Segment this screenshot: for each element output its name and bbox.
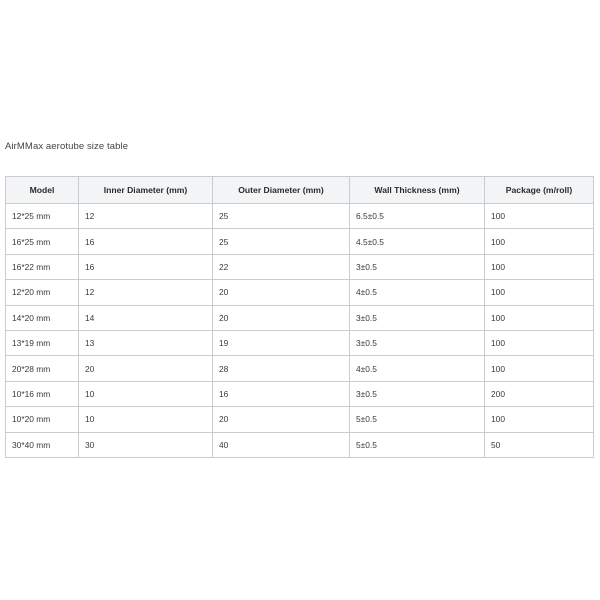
cell-package: 200: [485, 381, 594, 406]
cell-wall-thickness: 5±0.5: [350, 407, 485, 432]
table-row: [6, 204, 594, 229]
cell-inner-diameter: 16: [79, 229, 213, 254]
cell-model: 20*28 mm: [6, 356, 79, 381]
cell-inner-diameter: 14: [79, 305, 213, 330]
cell-model: 12*20 mm: [6, 280, 79, 305]
cell-wall-thickness: 4±0.5: [350, 280, 485, 305]
cell-wall-thickness: 4.5±0.5: [350, 229, 485, 254]
table-row: [6, 407, 594, 432]
table-row: [6, 432, 594, 457]
cell-model: 13*19 mm: [6, 330, 79, 355]
cell-package: 100: [485, 305, 594, 330]
table-row: [6, 356, 594, 381]
header-wall-thickness: Wall Thickness (mm): [350, 177, 485, 204]
cell-inner-diameter: 30: [79, 432, 213, 457]
cell-inner-diameter: 12: [79, 280, 213, 305]
cell-package: 100: [485, 254, 594, 279]
table-row: [6, 330, 594, 355]
size-table: [5, 176, 594, 458]
cell-outer-diameter: 25: [213, 229, 350, 254]
cell-package: 50: [485, 432, 594, 457]
cell-wall-thickness: 3±0.5: [350, 305, 485, 330]
cell-outer-diameter: 22: [213, 254, 350, 279]
cell-package: 100: [485, 280, 594, 305]
header-model: Model: [6, 177, 79, 204]
cell-outer-diameter: 25: [213, 204, 350, 229]
cell-inner-diameter: 10: [79, 407, 213, 432]
cell-model: 16*25 mm: [6, 229, 79, 254]
cell-wall-thickness: 3±0.5: [350, 254, 485, 279]
cell-wall-thickness: 4±0.5: [350, 356, 485, 381]
table-body: [6, 204, 594, 458]
cell-package: 100: [485, 330, 594, 355]
cell-model: 30*40 mm: [6, 432, 79, 457]
cell-model: 14*20 mm: [6, 305, 79, 330]
cell-inner-diameter: 12: [79, 204, 213, 229]
cell-outer-diameter: 40: [213, 432, 350, 457]
cell-inner-diameter: 20: [79, 356, 213, 381]
table-row: [6, 381, 594, 406]
cell-wall-thickness: 5±0.5: [350, 432, 485, 457]
cell-wall-thickness: 3±0.5: [350, 330, 485, 355]
cell-package: 100: [485, 407, 594, 432]
header-outer-diameter: Outer Diameter (mm): [213, 177, 350, 204]
table-row: [6, 229, 594, 254]
cell-inner-diameter: 13: [79, 330, 213, 355]
cell-wall-thickness: 3±0.5: [350, 381, 485, 406]
header-package: Package (m/roll): [485, 177, 594, 204]
cell-wall-thickness: 6.5±0.5: [350, 204, 485, 229]
cell-model: 10*20 mm: [6, 407, 79, 432]
table-header: [6, 177, 594, 204]
header-inner-diameter: Inner Diameter (mm): [79, 177, 213, 204]
cell-outer-diameter: 20: [213, 407, 350, 432]
cell-model: 16*22 mm: [6, 254, 79, 279]
cell-outer-diameter: 20: [213, 280, 350, 305]
cell-outer-diameter: 16: [213, 381, 350, 406]
cell-inner-diameter: 10: [79, 381, 213, 406]
cell-inner-diameter: 16: [79, 254, 213, 279]
cell-outer-diameter: 28: [213, 356, 350, 381]
table-caption: AirMMax aerotube size table: [5, 141, 129, 152]
cell-package: 100: [485, 356, 594, 381]
cell-model: 12*25 mm: [6, 204, 79, 229]
cell-outer-diameter: 19: [213, 330, 350, 355]
table-row: [6, 280, 594, 305]
cell-outer-diameter: 20: [213, 305, 350, 330]
header-row: [6, 177, 594, 204]
cell-model: 10*16 mm: [6, 381, 79, 406]
cell-package: 100: [485, 204, 594, 229]
table-row: [6, 305, 594, 330]
table-row: [6, 254, 594, 279]
cell-package: 100: [485, 229, 594, 254]
